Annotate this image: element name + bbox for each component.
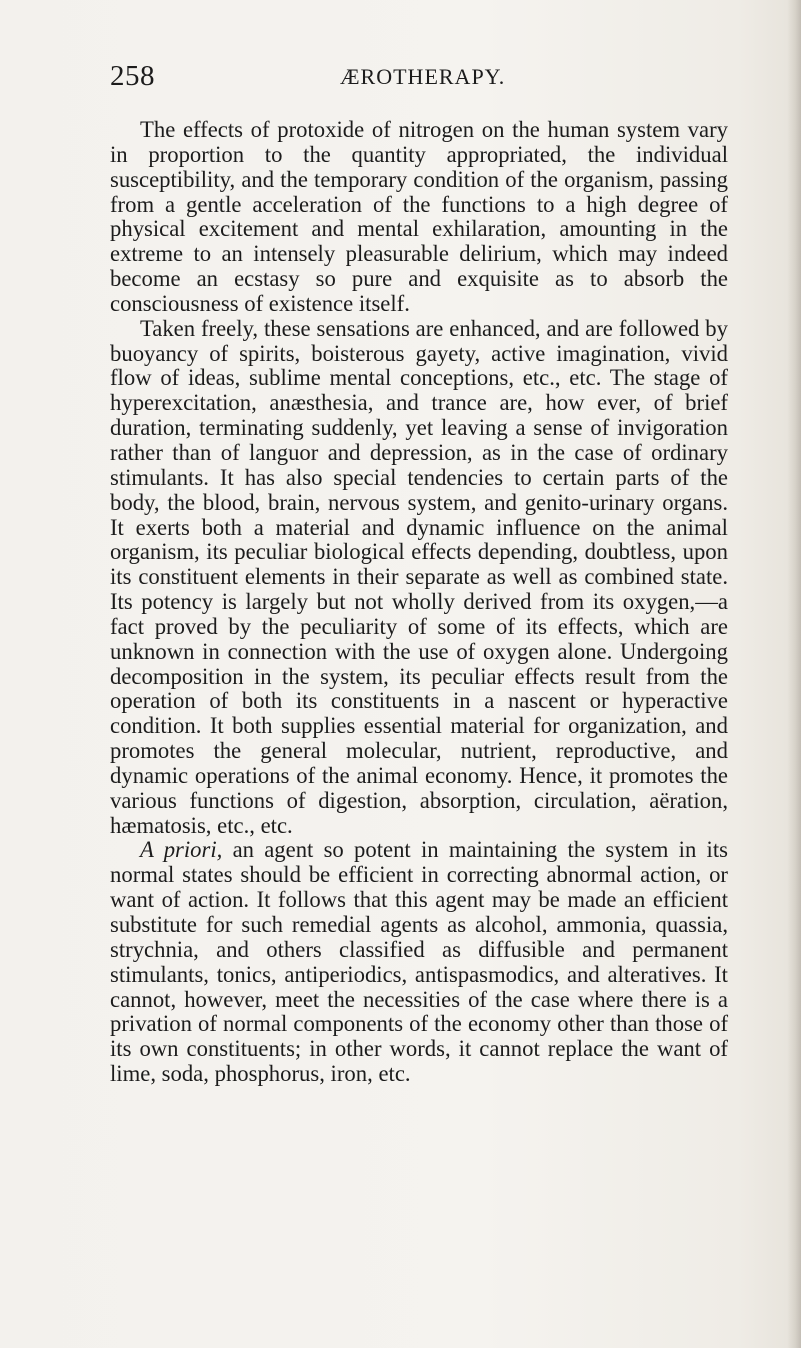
paragraph-text: The effects of protoxide of nitrogen on the human system vary in proportion to the quantity appropriated, the individual susceptibility, and the temporary condition of the organism, passing from a gentle acceleration of the functions to a high degree of physical excitement and mental exhilaration, amounting in the extreme to an intensely pleasurable delirium, which may indeed become an ecstasy so pure and exquisite as to absorb the consciousness of existence itself. <box>110 117 728 316</box>
page-edge-shadow <box>787 0 801 1348</box>
paragraph <box>110 118 728 317</box>
paragraph <box>110 317 728 839</box>
body-text <box>110 118 728 1087</box>
page-number: 258 <box>110 60 155 92</box>
italic-lead: A priori, <box>140 837 223 863</box>
paragraph-text: Taken freely, these sensations are enhanced, and are followed by buoyancy of spirits, boisterous gayety, active imagination, vivid flow of ideas, sublime mental conceptions, etc., etc. The stage of hyperexcitation, anæsthesia, and trance are, how ever, of brief duration, terminating suddenly, yet leaving a sense of invigoration rather than of languor and depression, as in the case of ordinary stimulants. It has also special tendencies to certain parts of the body, the blood, brain, nervous system, and genito-urinary organs. It exerts both a material and dynamic influence on the animal organism, its peculiar biological effects depending, doubtless, upon its constituent elements in their separate as well as combined state. Its potency is largely but not wholly derived from its oxygen,—a fact proved by the peculiarity of some of its effects, which are unknown in connection with the use of oxygen alone. Undergoing decomposition in the system, its peculiar effects result from the operation of both its constituents in a nascent or hyperactive condition. It both supplies essential material for organization, and promotes the general molecular, nutrient, reproductive, and dynamic operations of the animal economy. Hence, it promotes the various functions of digestion, absorption, circulation, aëration, hæmatosis, etc., etc. <box>110 315 728 838</box>
running-head: ÆROTHERAPY. <box>340 64 506 89</box>
paragraph-text: an agent so potent in maintaining the system in its normal states should be efficient in correcting abnormal action, or want of action. It follows that this agent may be made an efficient substitute for such remedial agents as alcohol, ammonia, quassia, strychnia, and others classified as diffusible and permanent stimulants, tonics, antiperiodics, antispasmodics, and alteratives. It cannot, however, meet the necessities of the case where there is a privation of normal components of the economy other than those of its own constituents; in other words, it cannot replace the want of lime, soda, phosphorus, iron, etc. <box>110 837 728 1087</box>
page-header <box>110 60 730 100</box>
paragraph <box>110 838 728 1086</box>
